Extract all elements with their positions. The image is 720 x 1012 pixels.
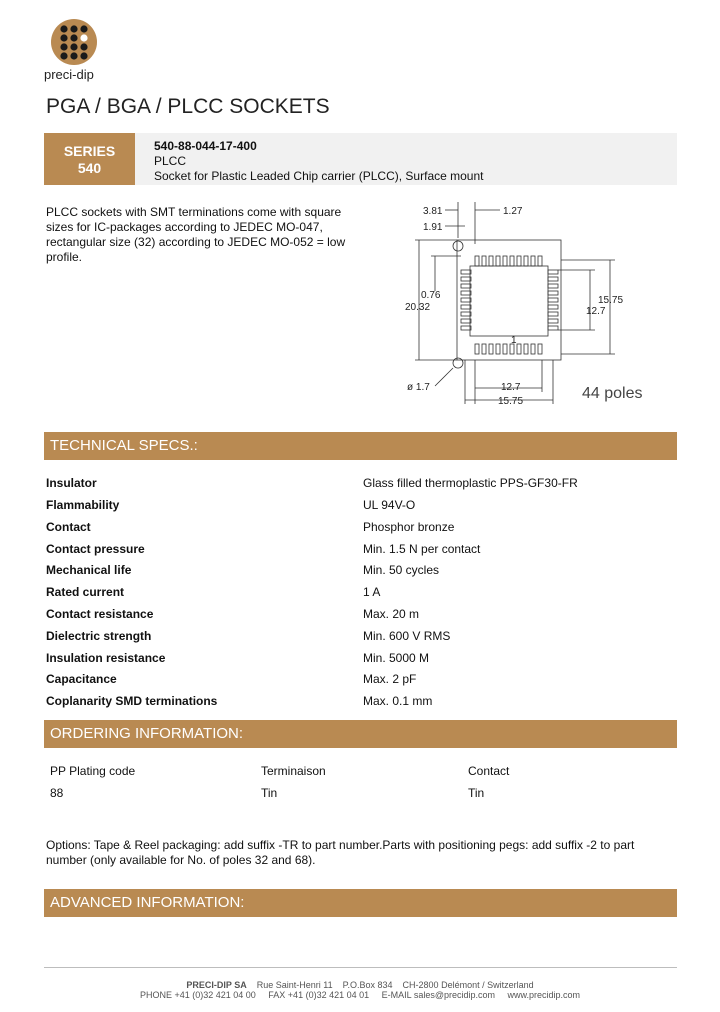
logo-mark: [50, 18, 98, 66]
advanced-info-heading: ADVANCED INFORMATION:: [44, 889, 677, 917]
footer-street: Rue Saint-Henri 11: [256, 980, 333, 990]
footer-address-line: [0, 980, 720, 990]
spec-row: [46, 607, 666, 629]
technical-drawing: [405, 196, 665, 411]
footer-divider: [44, 967, 677, 968]
spec-row: [46, 520, 666, 542]
spec-label: Contact: [46, 520, 91, 534]
footer-contact-line: [0, 990, 720, 1000]
ordering-cell: Tin: [261, 786, 278, 800]
spec-label: Insulator: [46, 476, 97, 490]
spec-value: Phosphor bronze: [363, 520, 455, 534]
spec-label: Dielectric strength: [46, 629, 152, 643]
footer-phone: PHONE +41 (0)32 421 04 00: [139, 990, 256, 1000]
spec-row: [46, 542, 666, 564]
part-number: 540-88-044-17-400: [154, 139, 257, 153]
logo-text: preci-dip: [44, 67, 94, 82]
dim-a: 3.81: [423, 206, 443, 217]
footer-pobox: P.O.Box 834: [342, 980, 393, 990]
product-type: PLCC: [154, 154, 187, 168]
spec-row: [46, 476, 666, 498]
spec-row: [46, 694, 666, 716]
ordering-info-heading: ORDERING INFORMATION:: [44, 720, 677, 748]
footer-email[interactable]: E-MAIL sales@precidip.com: [381, 990, 495, 1000]
spec-value: Min. 1.5 N per contact: [363, 542, 481, 556]
dim-b: 1.27: [503, 206, 523, 217]
spec-value: Min. 50 cycles: [363, 563, 440, 577]
spec-row: [46, 585, 666, 607]
spec-value: Max. 20 m: [363, 607, 420, 621]
ordering-cell: 88: [50, 786, 64, 800]
dim-j: 15.75: [498, 396, 524, 407]
spec-label: Insulation resistance: [46, 651, 166, 665]
spec-value: Min. 600 V RMS: [363, 629, 451, 643]
ordering-column-header: PP Plating code: [50, 764, 136, 778]
poles-count: 44 poles: [582, 385, 643, 402]
ordering-column-header: Contact: [468, 764, 510, 778]
technical-specs-heading: TECHNICAL SPECS.:: [44, 432, 677, 460]
dim-g: 12.7: [586, 306, 606, 317]
spec-value: Max. 2 pF: [363, 672, 417, 686]
spec-label: Flammability: [46, 498, 120, 512]
spec-row: [46, 672, 666, 694]
dim-i: 12.7: [501, 382, 521, 393]
spec-label: Coplanarity SMD terminations: [46, 694, 218, 708]
dim-f: 15.75: [598, 295, 624, 306]
page-title: PGA / BGA / PLCC SOCKETS: [46, 95, 330, 118]
spec-value: Max. 0.1 mm: [363, 694, 433, 708]
spec-row: [46, 563, 666, 585]
spec-label: Mechanical life: [46, 563, 132, 577]
series-label: SERIES: [63, 143, 116, 159]
spec-label: Capacitance: [46, 672, 117, 686]
product-description: Socket for Plastic Leaded Chip carrier (PLCC), Surface mount: [154, 169, 484, 183]
spec-row: [46, 498, 666, 520]
dim-c: 1.91: [423, 222, 443, 233]
company-logo: [50, 18, 98, 66]
ordering-column-header: Terminaison: [261, 764, 326, 778]
series-number: 540: [77, 160, 102, 176]
spec-row: [46, 629, 666, 651]
intro-text: PLCC sockets with SMT terminations come with square sizes for IC-packages according to JEDEC MO-047, rectangular size (32) according to JEDEC MO-052 = low profile.: [46, 205, 346, 264]
spec-value: 1 A: [363, 585, 381, 599]
series-badge: [44, 133, 135, 185]
footer-website[interactable]: www.precidip.com: [507, 990, 581, 1000]
spec-label: Contact resistance: [46, 607, 154, 621]
dim-h: ø 1.7: [407, 382, 430, 393]
spec-row: [46, 651, 666, 673]
spec-label: Contact pressure: [46, 542, 145, 556]
spec-value: Min. 5000 M: [363, 651, 430, 665]
spec-value: Glass filled thermoplastic PPS-GF30-FR: [363, 476, 578, 490]
spec-value: UL 94V-O: [363, 498, 416, 512]
options-text: Options: Tape & Reel packaging: add suffix -TR to part number.Parts with positioning pegs: add suffix -2 to part number (only available for No. of poles 32 and 68).: [46, 838, 635, 867]
footer-fax: FAX +41 (0)32 421 04 01: [268, 990, 370, 1000]
ordering-cell: Tin: [468, 786, 485, 800]
spec-label: Rated current: [46, 585, 125, 599]
footer-city: CH-2800 Delémont / Switzerland: [402, 980, 534, 990]
footer-company: PRECI-DIP SA: [186, 980, 247, 990]
pin-one-label: 1: [511, 335, 517, 346]
dim-e: 20.32: [405, 302, 431, 313]
drawing-svg: [405, 196, 665, 411]
dim-d: 0.76: [421, 290, 441, 301]
